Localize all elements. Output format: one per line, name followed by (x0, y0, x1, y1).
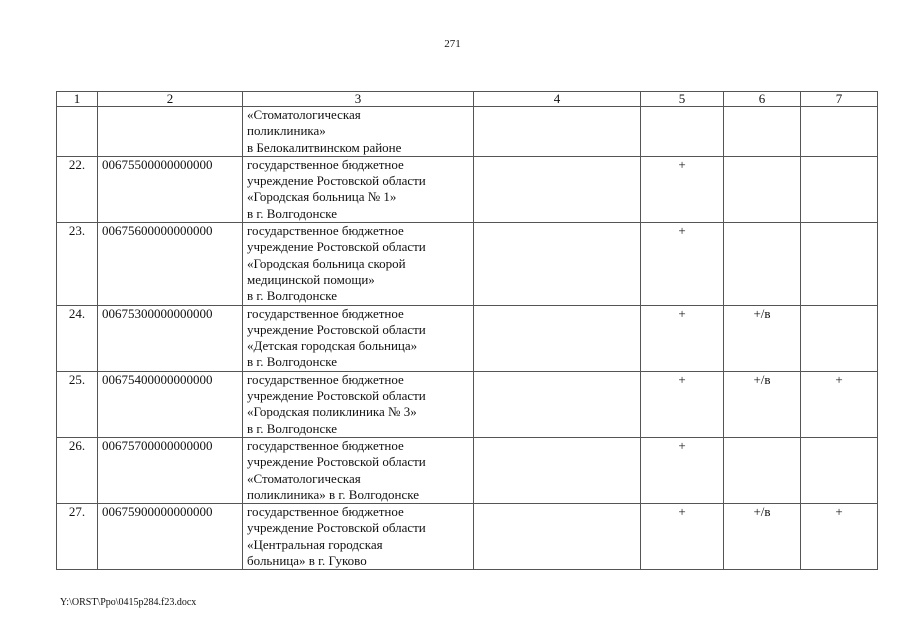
table-row (57, 371, 878, 437)
institution-name-line: поликлиника» в г. Волгодонске (247, 486, 420, 502)
registry-code-cell: 00675400000000000 (98, 371, 243, 437)
column-header: 2 (98, 92, 243, 107)
row-number-cell: 23. (57, 223, 98, 305)
table-row (57, 305, 878, 371)
column-7-cell (801, 437, 878, 503)
column-header: 7 (801, 92, 878, 107)
column-header: 3 (243, 92, 474, 107)
column-4-cell (474, 371, 641, 437)
column-header: 4 (474, 92, 641, 107)
institution-name-line: в Белокалитвинском районе (247, 139, 402, 155)
column-6-cell (724, 437, 801, 503)
column-6-cell (724, 156, 801, 222)
row-number-cell: 25. (57, 371, 98, 437)
institution-name-line: в г. Волгодонске (247, 420, 337, 436)
institution-name-line: больница» в г. Гуково (247, 553, 367, 569)
institution-name-line: «Стоматологическая (247, 470, 361, 486)
institution-name-line: в г. Волгодонске (247, 205, 337, 221)
institution-name-line: государственное бюджетное (247, 371, 404, 387)
column-7-cell: + (801, 371, 878, 437)
column-7-cell (801, 223, 878, 305)
row-number-cell (57, 107, 98, 157)
table-row (57, 107, 878, 157)
column-4-cell (474, 223, 641, 305)
table-row (57, 156, 878, 222)
institution-name-line: в г. Волгодонске (247, 288, 337, 304)
institution-name-line: поликлиника» (247, 123, 326, 139)
registry-code-cell: 00675300000000000 (98, 305, 243, 371)
column-6-cell (724, 223, 801, 305)
column-5-cell: + (641, 223, 724, 305)
row-number-cell: 26. (57, 437, 98, 503)
registry-code-cell: 00675700000000000 (98, 437, 243, 503)
table-body (57, 107, 878, 570)
column-7-cell: + (801, 504, 878, 570)
institution-name-line: «Детская городская больница» (247, 338, 418, 354)
column-5-cell: + (641, 504, 724, 570)
institution-name-line: учреждение Ростовской области (247, 520, 426, 536)
institution-name-cell (243, 223, 474, 305)
institution-name-cell (243, 156, 474, 222)
column-header: 6 (724, 92, 801, 107)
registry-code-cell (98, 107, 243, 157)
institution-name-line: учреждение Ростовской области (247, 173, 426, 189)
column-4-cell (474, 107, 641, 157)
column-6-cell: +/в (724, 305, 801, 371)
institution-name-line: учреждение Ростовской области (247, 388, 426, 404)
column-4-cell (474, 156, 641, 222)
institution-name-line: учреждение Ростовской области (247, 454, 426, 470)
column-5-cell: + (641, 371, 724, 437)
column-7-cell (801, 156, 878, 222)
institution-name-line: государственное бюджетное (247, 223, 404, 239)
institution-name-cell (243, 437, 474, 503)
column-5-cell (641, 107, 724, 157)
table-header-row (57, 92, 878, 107)
institution-name-line: «Городская больница скорой (247, 255, 406, 271)
institution-name-line: «Центральная городская (247, 536, 383, 552)
footer-file-path: Y:\ORST\Ppo\0415p284.f23.docx (60, 597, 197, 608)
row-number-cell: 24. (57, 305, 98, 371)
registry-table (56, 91, 878, 570)
institution-name-line: медицинской помощи» (247, 271, 375, 287)
institution-name-line: в г. Волгодонске (247, 354, 337, 370)
column-6-cell: +/в (724, 504, 801, 570)
registry-code-cell: 00675500000000000 (98, 156, 243, 222)
table-row (57, 437, 878, 503)
institution-name-line: «Городская поликлиника № 3» (247, 404, 417, 420)
row-number-cell: 27. (57, 504, 98, 570)
table-row (57, 223, 878, 305)
institution-name-line: учреждение Ростовской области (247, 239, 426, 255)
row-number-cell: 22. (57, 156, 98, 222)
column-5-cell: + (641, 156, 724, 222)
column-header: 5 (641, 92, 724, 107)
column-6-cell (724, 107, 801, 157)
column-4-cell (474, 305, 641, 371)
column-7-cell (801, 107, 878, 157)
institution-name-line: учреждение Ростовской области (247, 321, 426, 337)
column-header: 1 (57, 92, 98, 107)
institution-name-line: государственное бюджетное (247, 504, 404, 520)
table-row (57, 504, 878, 570)
institution-name-line: государственное бюджетное (247, 305, 404, 321)
column-5-cell: + (641, 437, 724, 503)
institution-name-cell (243, 504, 474, 570)
registry-code-cell: 00675600000000000 (98, 223, 243, 305)
institution-name-cell (243, 371, 474, 437)
column-6-cell: +/в (724, 371, 801, 437)
institution-name-line: «Городская больница № 1» (247, 189, 397, 205)
institution-name-line: государственное бюджетное (247, 437, 404, 453)
registry-code-cell: 00675900000000000 (98, 504, 243, 570)
institution-name-line: «Стоматологическая (247, 107, 361, 122)
institution-name-cell (243, 305, 474, 371)
column-4-cell (474, 437, 641, 503)
institution-name-line: государственное бюджетное (247, 156, 404, 172)
column-7-cell (801, 305, 878, 371)
institution-name-cell (243, 107, 474, 157)
page-number: 271 (444, 38, 461, 50)
column-5-cell: + (641, 305, 724, 371)
column-4-cell (474, 504, 641, 570)
